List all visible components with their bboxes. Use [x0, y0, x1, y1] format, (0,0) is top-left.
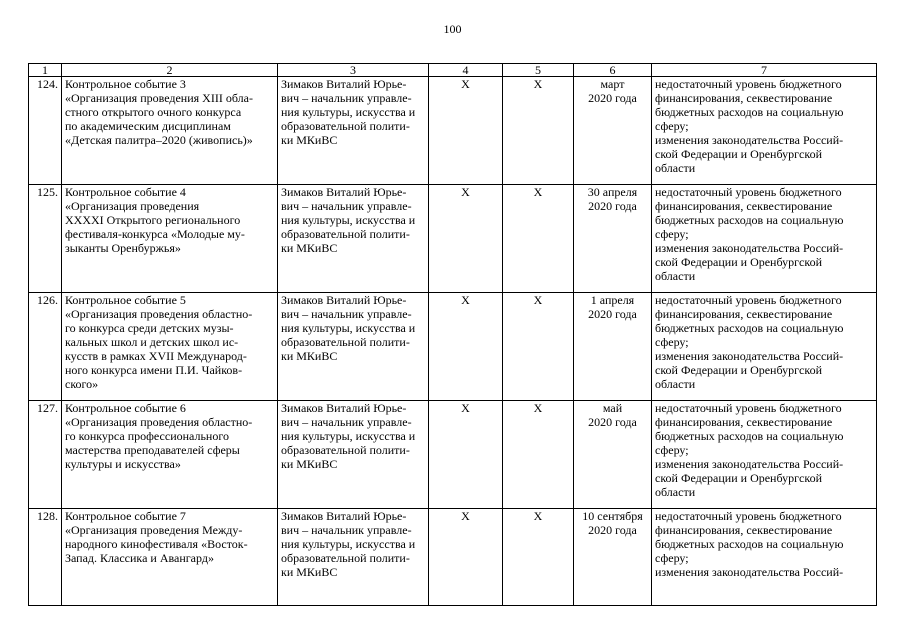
row-number: 124. — [29, 77, 62, 185]
text-line: ния культуры, искусства и — [281, 105, 416, 119]
text-line: финансирования, секвестирование — [655, 199, 833, 213]
table-row — [29, 293, 877, 401]
risks — [652, 77, 877, 185]
text-line: мастерства преподавателей сферы — [65, 443, 240, 457]
text-line: Контрольное событие 5 — [65, 293, 186, 307]
text-line: март — [600, 77, 625, 91]
text-line: 10 сентября — [582, 509, 643, 523]
text-line: ния культуры, искусства и — [281, 321, 416, 335]
column-header: 4 — [429, 64, 503, 77]
text-line: образовательной полити- — [281, 227, 410, 241]
column-5-mark: Х — [503, 293, 574, 401]
column-header: 2 — [62, 64, 278, 77]
text-line: вич – начальник управле- — [281, 523, 412, 537]
text-line: ки МКиВС — [281, 565, 338, 579]
text-line: «Организация проведения XIII обла- — [65, 91, 253, 105]
text-line: Контрольное событие 7 — [65, 509, 186, 523]
text-line: недостаточный уровень бюджетного — [655, 185, 842, 199]
text-line: сферу; — [655, 443, 689, 457]
table-row — [29, 509, 877, 606]
text-line: народного кинофестиваля «Восток- — [65, 537, 248, 551]
risks — [652, 401, 877, 509]
text-line: Контрольное событие 6 — [65, 401, 186, 415]
event-date — [574, 509, 652, 606]
text-line: вич – начальник управле- — [281, 307, 412, 321]
text-line: го конкурса профессионального — [65, 429, 229, 443]
text-line: ния культуры, искусства и — [281, 429, 416, 443]
text-line: Контрольное событие 3 — [65, 77, 186, 91]
event-date — [574, 293, 652, 401]
text-line: финансирования, секвестирование — [655, 415, 833, 429]
text-line: финансирования, секвестирование — [655, 307, 833, 321]
text-line: «Организация проведения Между- — [65, 523, 243, 537]
text-line: Зимаков Виталий Юрье- — [281, 401, 407, 415]
row-number: 126. — [29, 293, 62, 401]
text-line: 1 апреля — [590, 293, 635, 307]
event-date — [574, 185, 652, 293]
page-number: 100 — [443, 22, 462, 36]
risks — [652, 509, 877, 606]
text-line: го конкурса среди детских музы- — [65, 321, 234, 335]
text-line: ки МКиВС — [281, 133, 338, 147]
column-header: 1 — [29, 64, 62, 77]
event-description — [62, 77, 278, 185]
column-4-mark: Х — [429, 77, 503, 185]
text-line: май — [602, 401, 623, 415]
text-line: бюджетных расходов на социальную — [655, 537, 844, 551]
text-line: бюджетных расходов на социальную — [655, 429, 844, 443]
responsible-person — [278, 509, 429, 606]
text-line: области — [655, 377, 696, 391]
text-line: фестиваля-конкурса «Молодые му- — [65, 227, 245, 241]
text-line: «Организация проведения областно- — [65, 307, 253, 321]
text-line: области — [655, 269, 696, 283]
text-line: сферу; — [655, 119, 689, 133]
text-line: области — [655, 485, 696, 499]
text-line: ния культуры, искусства и — [281, 213, 416, 227]
table-row — [29, 401, 877, 509]
column-4-mark: Х — [429, 185, 503, 293]
text-line: кусств в рамках XVII Международ- — [65, 349, 247, 363]
text-line: ния культуры, искусства и — [281, 537, 416, 551]
text-line: ского» — [65, 377, 99, 391]
text-line: бюджетных расходов на социальную — [655, 213, 844, 227]
event-description — [62, 401, 278, 509]
column-header: 3 — [278, 64, 429, 77]
column-header: 6 — [574, 64, 652, 77]
column-header: 7 — [652, 64, 877, 77]
text-line: культуры и искусства» — [65, 457, 181, 471]
text-line: ской Федерации и Оренбургской — [655, 147, 823, 161]
text-line: стного открытого очного конкурса — [65, 105, 242, 119]
text-line: 2020 года — [588, 523, 637, 537]
risks — [652, 293, 877, 401]
text-line: Зимаков Виталий Юрье- — [281, 509, 407, 523]
text-line: вич – начальник управле- — [281, 199, 412, 213]
text-line: изменения законодательства Россий- — [655, 133, 844, 147]
text-line: Зимаков Виталий Юрье- — [281, 77, 407, 91]
column-number-row — [29, 64, 877, 77]
text-line: сферу; — [655, 227, 689, 241]
text-line: финансирования, секвестирование — [655, 523, 833, 537]
text-line: недостаточный уровень бюджетного — [655, 77, 842, 91]
text-line: ки МКиВС — [281, 241, 338, 255]
responsible-person — [278, 401, 429, 509]
control-events-table — [28, 63, 877, 606]
text-line: образовательной полити- — [281, 551, 410, 565]
row-number: 127. — [29, 401, 62, 509]
text-line: ской Федерации и Оренбургской — [655, 471, 823, 485]
text-line: 2020 года — [588, 199, 637, 213]
text-line: Зимаков Виталий Юрье- — [281, 185, 407, 199]
text-line: изменения законодательства Россий- — [655, 241, 844, 255]
text-line: XXXXI Открытого регионального — [65, 213, 241, 227]
row-number: 128. — [29, 509, 62, 606]
risks — [652, 185, 877, 293]
text-line: ки МКиВС — [281, 349, 338, 363]
text-line: Контрольное событие 4 — [65, 185, 186, 199]
text-line: недостаточный уровень бюджетного — [655, 401, 842, 415]
text-line: изменения законодательства Россий- — [655, 349, 844, 363]
text-line: вич – начальник управле- — [281, 91, 412, 105]
event-description — [62, 509, 278, 606]
text-line: изменения законодательства Россий- — [655, 565, 844, 579]
text-line: образовательной полити- — [281, 443, 410, 457]
text-line: по академическим дисциплинам — [65, 119, 231, 133]
text-line: сферу; — [655, 335, 689, 349]
column-header: 5 — [503, 64, 574, 77]
text-line: бюджетных расходов на социальную — [655, 321, 844, 335]
text-line: образовательной полити- — [281, 119, 410, 133]
text-line: области — [655, 161, 696, 175]
column-5-mark: Х — [503, 185, 574, 293]
text-line: «Организация проведения — [65, 199, 200, 213]
text-line: ки МКиВС — [281, 457, 338, 471]
text-line: кальных школ и детских школ ис- — [65, 335, 239, 349]
text-line: ской Федерации и Оренбургской — [655, 255, 823, 269]
text-line: «Организация проведения областно- — [65, 415, 253, 429]
column-4-mark: Х — [429, 401, 503, 509]
responsible-person — [278, 185, 429, 293]
column-5-mark: Х — [503, 401, 574, 509]
event-date — [574, 77, 652, 185]
text-line: «Детская палитра–2020 (живопись)» — [65, 133, 253, 147]
table-row — [29, 185, 877, 293]
text-line: ного конкурса имени П.И. Чайков- — [65, 363, 243, 377]
table-row — [29, 77, 877, 185]
text-line: недостаточный уровень бюджетного — [655, 293, 842, 307]
text-line: недостаточный уровень бюджетного — [655, 509, 842, 523]
responsible-person — [278, 293, 429, 401]
column-4-mark: Х — [429, 293, 503, 401]
text-line: Запад. Классика и Авангард» — [65, 551, 214, 565]
row-number: 125. — [29, 185, 62, 293]
text-line: 30 апреля — [587, 185, 638, 199]
event-date — [574, 401, 652, 509]
event-description — [62, 293, 278, 401]
text-line: финансирования, секвестирование — [655, 91, 833, 105]
text-line: 2020 года — [588, 307, 637, 321]
text-line: 2020 года — [588, 415, 637, 429]
text-line: зыканты Оренбуржья» — [65, 241, 181, 255]
column-5-mark: Х — [503, 509, 574, 606]
column-4-mark: Х — [429, 509, 503, 606]
event-description — [62, 185, 278, 293]
text-line: Зимаков Виталий Юрье- — [281, 293, 407, 307]
text-line: вич – начальник управле- — [281, 415, 412, 429]
text-line: изменения законодательства Россий- — [655, 457, 844, 471]
column-5-mark: Х — [503, 77, 574, 185]
text-line: ской Федерации и Оренбургской — [655, 363, 823, 377]
text-line: бюджетных расходов на социальную — [655, 105, 844, 119]
text-line: образовательной полити- — [281, 335, 410, 349]
text-line: сферу; — [655, 551, 689, 565]
responsible-person — [278, 77, 429, 185]
text-line: 2020 года — [588, 91, 637, 105]
